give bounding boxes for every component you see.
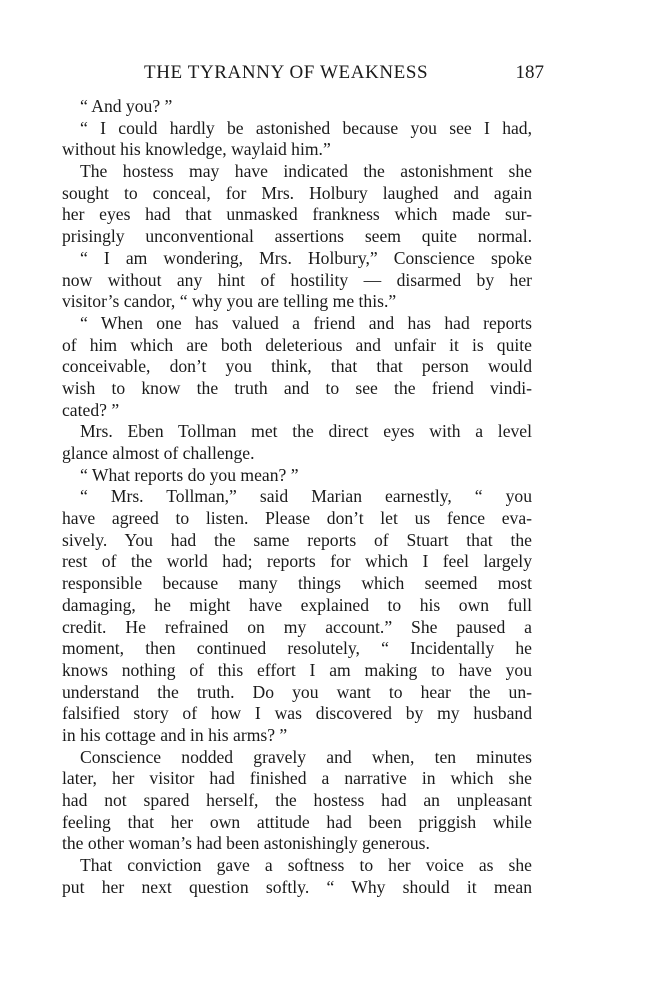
- running-title: THE TYRANNY OF WEAKNESS: [144, 62, 429, 83]
- text-line: credit. He refrained on my account.” She paused a: [62, 616, 532, 637]
- text-line: understand the truth. Do you want to hear the un-: [62, 681, 532, 702]
- text-line: “ And you? ”: [80, 96, 173, 116]
- text-line: prisingly unconventional assertions seem quite normal.: [62, 226, 532, 247]
- text-line: put her next question softly. “ Why should it mean: [62, 876, 532, 897]
- text-line: wish to know the truth and to see the friend vindi-: [62, 377, 532, 398]
- text-line: feeling that her own attitude had been priggish while: [62, 811, 532, 832]
- text-line: now without any hint of hostility — disarmed by her: [62, 269, 532, 290]
- text-line: Mrs. Eben Tollman met the direct eyes with a level: [80, 421, 532, 442]
- text-line: moment, then continued resolutely, “ Incidentally he: [62, 638, 532, 659]
- text-line: “ I am wondering, Mrs. Holbury,” Conscience spoke: [80, 247, 532, 268]
- text-line: have agreed to listen. Please don’t let us fence eva-: [62, 508, 532, 529]
- text-line: “ I could hardly be astonished because you see I had,: [80, 117, 532, 138]
- text-line: cated? ”: [62, 399, 120, 420]
- text-line: That conviction gave a softness to her voice as she: [80, 855, 532, 876]
- text-line: in his cottage and in his arms? ”: [62, 724, 288, 745]
- text-line: without his knowledge, waylaid him.”: [62, 139, 331, 160]
- text-line: responsible because many things which seemed most: [62, 573, 532, 594]
- text-line: rest of the world had; reports for which I feel largely: [62, 551, 532, 572]
- text-line: had not spared herself, the hostess had an unpleasant: [62, 790, 532, 810]
- text-line: sought to conceal, for Mrs. Holbury laughed and again: [62, 182, 532, 203]
- text-line: her eyes had that unmasked frankness which made sur-: [62, 204, 532, 225]
- text-line: glance almost of challenge.: [62, 443, 255, 463]
- text-line: “ When one has valued a friend and has had reports: [80, 312, 532, 333]
- text-line: of him which are both deleterious and unfair it is quite: [62, 334, 532, 355]
- text-line: knows nothing of this effort I am making to have you: [62, 659, 532, 680]
- page-number: 187: [515, 62, 544, 83]
- text-line: falsified story of how I was discovered by my husband: [62, 703, 532, 724]
- text-line: “ Mrs. Tollman,” said Marian earnestly, “ you: [80, 486, 532, 507]
- text-line: sively. You had the same reports of Stuart that the: [62, 529, 532, 550]
- text-line: conceivable, don’t you think, that that person would: [62, 356, 532, 377]
- running-head: [144, 62, 544, 88]
- text-line: visitor’s candor, “ why you are telling me this.”: [62, 291, 397, 312]
- text-line: The hostess may have indicated the astonishment she: [80, 161, 532, 182]
- text-line: the other woman’s had been astonishingly generous.: [62, 833, 430, 854]
- text-line: “ What reports do you mean? ”: [80, 464, 299, 485]
- text-line: later, her visitor had finished a narrative in which she: [62, 768, 532, 789]
- body-text: [62, 96, 532, 898]
- text-line: Conscience nodded gravely and when, ten minutes: [80, 746, 532, 767]
- text-line: damaging, he might have explained to his own full: [62, 594, 532, 615]
